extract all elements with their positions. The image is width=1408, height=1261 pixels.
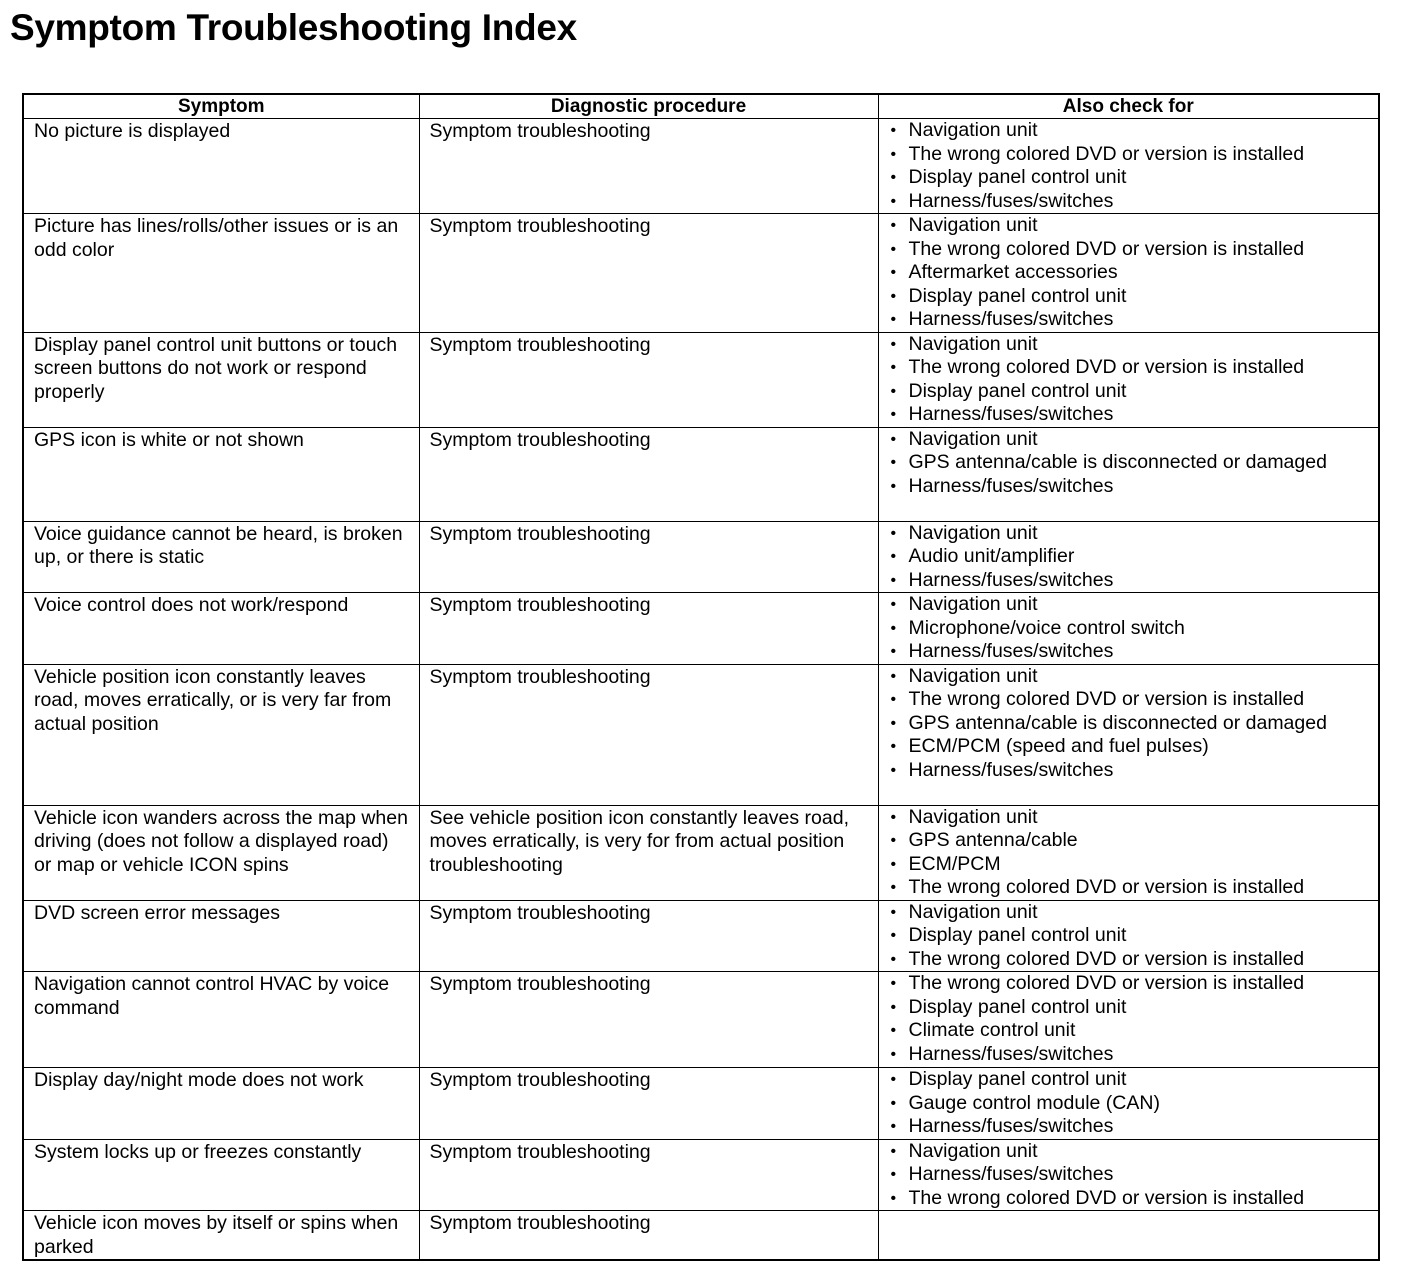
also-check-item: • ECM/PCM (speed and fuel pulses)	[891, 735, 1379, 759]
also-check-item: • Navigation unit	[891, 119, 1379, 143]
also-check-item: • Aftermarket accessories	[891, 261, 1379, 285]
also-check-item: • Navigation unit	[891, 806, 1379, 830]
symptom-cell: No picture is displayed	[23, 119, 419, 214]
also-check-item: • The wrong colored DVD or version is installed	[891, 238, 1379, 262]
diagnostic-procedure-cell: Symptom troubleshooting	[419, 972, 878, 1068]
also-check-list	[879, 333, 1379, 427]
also-check-item: • Display panel control unit	[891, 285, 1379, 309]
also-check-item: • Harness/fuses/switches	[891, 190, 1379, 214]
also-check-item: • Display panel control unit	[891, 996, 1379, 1020]
table-row	[23, 214, 1379, 333]
diagnostic-procedure-cell: Symptom troubleshooting	[419, 664, 878, 805]
also-check-cell	[878, 805, 1379, 900]
also-check-item: • Harness/fuses/switches	[891, 1163, 1379, 1187]
also-check-cell	[878, 1068, 1379, 1140]
diagnostic-procedure-cell: Symptom troubleshooting	[419, 521, 878, 593]
also-check-item: • Navigation unit	[891, 428, 1379, 452]
also-check-item: • Navigation unit	[891, 593, 1379, 617]
also-check-item: • The wrong colored DVD or version is installed	[891, 972, 1379, 996]
table-body	[23, 119, 1379, 1261]
also-check-cell	[878, 972, 1379, 1068]
table-row	[23, 805, 1379, 900]
table-row	[23, 972, 1379, 1068]
symptom-cell: Display panel control unit buttons or touch screen buttons do not work or respond properly	[23, 332, 419, 427]
also-check-item: • Navigation unit	[891, 214, 1379, 238]
also-check-list	[879, 214, 1379, 332]
symptom-cell: Voice guidance cannot be heard, is broken up, or there is static	[23, 521, 419, 593]
also-check-item: • Harness/fuses/switches	[891, 569, 1379, 593]
diagnostic-procedure-cell: Symptom troubleshooting	[419, 214, 878, 333]
also-check-item: • Gauge control module (CAN)	[891, 1092, 1379, 1116]
table-row	[23, 119, 1379, 214]
also-check-cell	[878, 664, 1379, 805]
table-row	[23, 1211, 1379, 1261]
also-check-item: • Harness/fuses/switches	[891, 475, 1379, 499]
symptom-cell: DVD screen error messages	[23, 900, 419, 972]
symptom-cell: Vehicle icon wanders across the map when driving (does not follow a displayed road) or map or vehicle ICON spins	[23, 805, 419, 900]
also-check-list	[879, 806, 1379, 900]
also-check-cell	[878, 521, 1379, 593]
also-check-item: • Display panel control unit	[891, 166, 1379, 190]
also-check-cell	[878, 214, 1379, 333]
also-check-item: • GPS antenna/cable	[891, 829, 1379, 853]
header-symptom: Symptom	[23, 94, 419, 119]
also-check-item: • GPS antenna/cable is disconnected or damaged	[891, 451, 1379, 475]
diagnostic-procedure-cell: Symptom troubleshooting	[419, 332, 878, 427]
also-check-item: • The wrong colored DVD or version is installed	[891, 1187, 1379, 1211]
also-check-list	[879, 1068, 1379, 1139]
also-check-item: • Navigation unit	[891, 665, 1379, 689]
also-check-item: • Harness/fuses/switches	[891, 308, 1379, 332]
diagnostic-procedure-cell: Symptom troubleshooting	[419, 1211, 878, 1261]
also-check-cell	[878, 427, 1379, 521]
also-check-item: • Harness/fuses/switches	[891, 1043, 1379, 1067]
diagnostic-procedure-cell: Symptom troubleshooting	[419, 593, 878, 665]
also-check-item: • Harness/fuses/switches	[891, 1115, 1379, 1139]
also-check-list	[879, 428, 1379, 499]
table-header-row	[23, 94, 1379, 119]
also-check-item: • The wrong colored DVD or version is installed	[891, 356, 1379, 380]
also-check-item: • The wrong colored DVD or version is installed	[891, 876, 1379, 900]
table-row	[23, 521, 1379, 593]
also-check-item: • Navigation unit	[891, 1140, 1379, 1164]
header-diagnostic-procedure: Diagnostic procedure	[419, 94, 878, 119]
diagnostic-procedure-cell: Symptom troubleshooting	[419, 1068, 878, 1140]
also-check-list	[879, 1140, 1379, 1211]
diagnostic-procedure-cell: Symptom troubleshooting	[419, 1139, 878, 1211]
also-check-item: • The wrong colored DVD or version is installed	[891, 688, 1379, 712]
also-check-item: • The wrong colored DVD or version is installed	[891, 948, 1379, 972]
also-check-item: • Climate control unit	[891, 1019, 1379, 1043]
table-row	[23, 664, 1379, 805]
also-check-list	[879, 593, 1379, 664]
also-check-item: • Harness/fuses/switches	[891, 759, 1379, 783]
also-check-item: • Display panel control unit	[891, 380, 1379, 404]
also-check-list	[879, 665, 1379, 783]
also-check-cell	[878, 593, 1379, 665]
also-check-cell	[878, 332, 1379, 427]
diagnostic-procedure-cell: Symptom troubleshooting	[419, 427, 878, 521]
also-check-item: • Navigation unit	[891, 522, 1379, 546]
diagnostic-procedure-cell: See vehicle position icon constantly leaves road, moves erratically, is very for from actual position troubleshooting	[419, 805, 878, 900]
also-check-cell	[878, 900, 1379, 972]
also-check-item: • Audio unit/amplifier	[891, 545, 1379, 569]
symptom-cell: System locks up or freezes constantly	[23, 1139, 419, 1211]
also-check-item: • Harness/fuses/switches	[891, 640, 1379, 664]
also-check-item: • Harness/fuses/switches	[891, 403, 1379, 427]
table-row	[23, 427, 1379, 521]
table-row	[23, 900, 1379, 972]
also-check-item: • ECM/PCM	[891, 853, 1379, 877]
symptom-cell: Vehicle position icon constantly leaves road, moves erratically, or is very far from actual position	[23, 664, 419, 805]
page-title: Symptom Troubleshooting Index	[10, 7, 577, 48]
also-check-item: • The wrong colored DVD or version is installed	[891, 143, 1379, 167]
symptom-cell: Voice control does not work/respond	[23, 593, 419, 665]
symptom-cell: Navigation cannot control HVAC by voice command	[23, 972, 419, 1068]
also-check-item: • Navigation unit	[891, 901, 1379, 925]
table-row	[23, 1068, 1379, 1140]
also-check-item: • Display panel control unit	[891, 1068, 1379, 1092]
diagnostic-procedure-cell: Symptom troubleshooting	[419, 119, 878, 214]
also-check-cell	[878, 1139, 1379, 1211]
also-check-cell	[878, 1211, 1379, 1261]
also-check-item: • GPS antenna/cable is disconnected or damaged	[891, 712, 1379, 736]
table-row	[23, 332, 1379, 427]
also-check-item: • Display panel control unit	[891, 924, 1379, 948]
also-check-item: • Microphone/voice control switch	[891, 617, 1379, 641]
header-also-check-for: Also check for	[878, 94, 1379, 119]
table-row	[23, 1139, 1379, 1211]
also-check-list	[879, 972, 1379, 1066]
symptom-cell: Display day/night mode does not work	[23, 1068, 419, 1140]
diagnostic-procedure-cell: Symptom troubleshooting	[419, 900, 878, 972]
also-check-list	[879, 901, 1379, 972]
also-check-list	[879, 522, 1379, 593]
symptom-cell: GPS icon is white or not shown	[23, 427, 419, 521]
table-row	[23, 593, 1379, 665]
symptom-cell: Vehicle icon moves by itself or spins when parked	[23, 1211, 419, 1261]
also-check-list	[879, 119, 1379, 213]
also-check-cell	[878, 119, 1379, 214]
also-check-item: • Navigation unit	[891, 333, 1379, 357]
symptom-index-table	[22, 93, 1380, 1261]
symptom-cell: Picture has lines/rolls/other issues or is an odd color	[23, 214, 419, 333]
